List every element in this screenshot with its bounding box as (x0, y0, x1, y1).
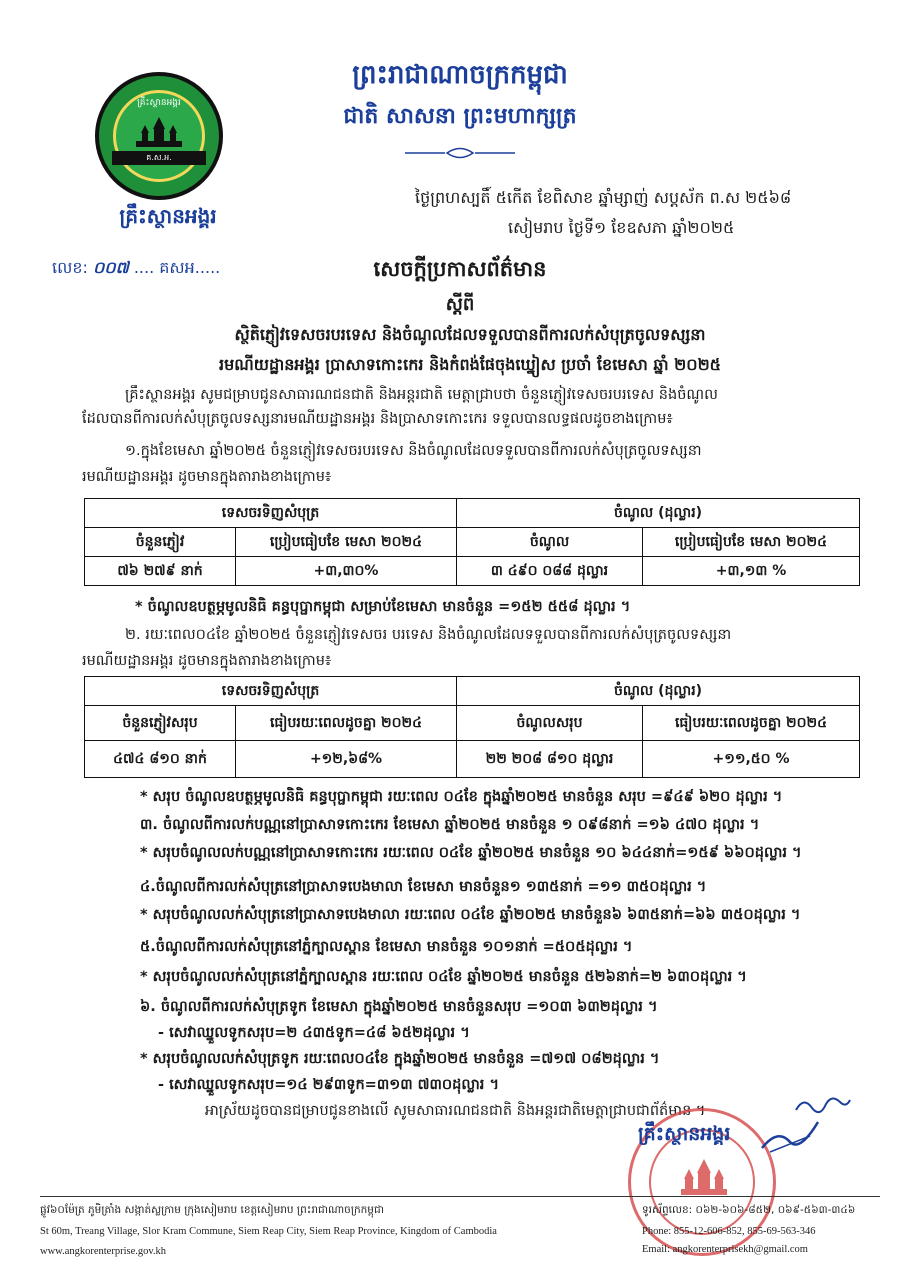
footer-phone-en: Phone: 855-12-606-852, 855-69-563-346 (642, 1226, 816, 1237)
table-group-row (85, 677, 860, 706)
logo-inner-circle (113, 90, 205, 182)
closing-statement: អាស្រ័យដូចបានជម្រាបជូនខាងលើ សូមសាធារណជនជាតិ និងអន្តរជាតិមេត្តាជ្រាបជាព័ត៌មាន ។ (205, 1103, 706, 1119)
footer-email[interactable]: Email: angkorenterprisekh@gmail.com (642, 1244, 808, 1255)
intro-line-2: ដែលបានពីការលក់សំបុត្រចូលទស្សនារមណីយដ្ឋានអង្គរ និងប្រាសាទកោះកេរ ទទួលបានលទ្ធផលដូចខាងក្រោម៖ (82, 411, 673, 427)
footer-phone-km: ទូរស័ព្ទលេខ: ០៦២-៦០៦-៨៥២, ០៦៩-៥៦៣-៣៤៦ (642, 1204, 856, 1216)
logo-seal-text: គ.ស.អ. (146, 153, 172, 162)
table-cell: ៤៧៤ ៨១០ នាក់ (85, 741, 236, 778)
note-line: - សេវាឈ្នួលទូកសរុប=២ ៤៣៥ទូក=៤៨ ៦៥២ដុល្លារ ។ (158, 1025, 470, 1041)
temple-icon (134, 115, 184, 149)
national-motto: ជាតិ សាសនា ព្រះមហាក្សត្រ (343, 104, 577, 129)
table-cell: +៣,១៣ % (643, 557, 860, 586)
logo-band (112, 151, 206, 165)
section2-line-2: រមណីយដ្ឋានអង្គរ ដូចមានក្នុងតារាងខាងក្រោម៖ (82, 653, 332, 669)
organization-logo (95, 72, 223, 200)
note-line: * សរុបចំណូលលក់បណ្ណនៅប្រាសាទកោះកេរ រយៈពេល ០៤ខែ ឆ្នាំ២០២៥ មានចំនួន ១០ ៦៤៤នាក់=១៥៩ ៦៦០ដុល្លារ ។ (140, 845, 802, 861)
table-group-row (85, 499, 860, 528)
reference-number (52, 257, 220, 281)
ornament-divider (405, 146, 515, 160)
note-line: * សរុបចំណូលលក់សំបុត្រនៅប្រាសាទបេងមាលា រយៈពេល ០៤ខែ ឆ្នាំ២០២៥ មានចំនួន៦ ៦៣៥នាក់=៦៦ ៣៥០ដុល្លារ ។ (140, 907, 801, 923)
section2-line-1: ២. រយៈពេល០៤ខែ ឆ្នាំ២០២៥ ចំនួនភ្ញៀវទេសចរ បរទេស និងចំណូលដែលទទួលបានពីការលក់សំបុត្រចូលទស្សនា (125, 627, 732, 643)
table-row (85, 741, 860, 778)
subject-line-2: រមណីយដ្ឋានអង្គរ ប្រាសាទកោះកេរ និងកំពង់ផែចុងឃ្នៀស ប្រចាំ ខែមេសា ឆ្នាំ ២០២៥ (218, 355, 721, 374)
fund-note-april: * ចំណូលឧបត្ថម្ភមូលនិធិ គន្ធបុប្ផាកម្ពុជា សម្រាប់ខែមេសា មានចំនួន =១៥២ ៥៥៨ ដុល្លារ ។ (135, 599, 631, 615)
group-header-revenue: ចំណូល (ដុល្លារ) (457, 677, 860, 706)
solar-date: សៀមរាប ថ្ងៃទី១ ខែឧសភា ឆ្នាំ២០២៥ (508, 218, 735, 237)
ref-number: ០០៧ (92, 258, 129, 277)
note-line: ៥.ចំណូលពីការលក់សំបុត្រនៅភ្នំក្បាលស្ពាន ខែមេសា មានចំនួន ១០១នាក់ =៥០៥ដុល្លារ ។ (140, 939, 633, 955)
intro-line-1: គ្រឹះស្ថានអង្គរ សូមជម្រាបជូនសាធារណជនជាតិ និងអន្តរជាតិ មេត្តាជ្រាបថា ចំនួនភ្ញៀវទេសចរបរទេស និងចំណូល (125, 387, 718, 403)
col-header: ប្រៀបធៀបខែ មេសា ២០២៤ (236, 528, 457, 557)
stamp-temple-icon (679, 1157, 729, 1197)
organization-name: គ្រឹះស្ថានអង្គរ (119, 204, 217, 228)
table-cell: ២២ ២០៨ ៨១០ ដុល្លារ (457, 741, 643, 778)
note-line: ៦. ចំណូលពីការលក់សំបុត្រទូក ខែមេសា ក្នុងឆ្នាំ២០២៥ មានចំនួនសរុប =១០៣ ៦៣២ដុល្លារ ។ (140, 999, 658, 1015)
signature-icon (760, 1118, 820, 1158)
table-row (85, 557, 860, 586)
group-header-revenue: ចំណូល (ដុល្លារ) (457, 499, 860, 528)
footer-address-km: ផ្លូវ៦០ម៉ែត្រ ភូមិត្រាំង សង្កាត់ស្លក្រាម ក្រុងសៀមរាប ខេត្តសៀមរាប ព្រះរាជាណាចក្រកម្ពុជា (40, 1204, 384, 1216)
table-header-row (85, 528, 860, 557)
handwritten-mark-icon (792, 1090, 852, 1120)
table-april-2025 (84, 498, 860, 586)
table-cell: ៧៦ ២៧៩ នាក់ (85, 557, 236, 586)
table-cell: ៣ ៤៩០ ០៨៨ ដុល្លារ (457, 557, 643, 586)
col-header: ចំនួនភ្ញៀវសរុប (85, 706, 236, 741)
col-header: ប្រៀបធៀបខែ មេសា ២០២៤ (643, 528, 860, 557)
section1-line-1: ១.ក្នុងខែមេសា ឆ្នាំ២០២៥ ចំនួនភ្ញៀវទេសចរបរទេស និងចំណូលដែលទទួលបានពីការលក់សំបុត្រចូលទស្សនា (125, 443, 702, 459)
table-four-months-2025 (84, 676, 860, 778)
note-line: ៣. ចំណូលពីការលក់បណ្ណនៅប្រាសាទកោះកេរ ខែមេសា ឆ្នាំ២០២៥ មានចំនួន ១ ០៩៨នាក់ =១៦ ៤៧០ ដុល្លារ ។ (140, 817, 760, 833)
note-line: * សរុបចំណូលលក់សំបុត្រទូក រយៈពេល០៤ខែ ក្នុងឆ្នាំ២០២៥ មានចំនួន =៧១៧ ០៨២ដុល្លារ ។ (140, 1051, 660, 1067)
lunar-date: ថ្ងៃព្រហស្បតិ៍ ៥កើត ខែពិសាខ ឆ្នាំម្សាញ់ សប្តស័ក ព.ស ២៥៦៨ (415, 188, 792, 207)
ref-suffix: .... គសអ..... (133, 258, 221, 277)
footer-website[interactable]: www.angkorenterprise.gov.kh (40, 1246, 167, 1257)
kingdom-heading: ព្រះរាជាណាចក្រកម្ពុជា (352, 60, 568, 90)
note-line: - សេវាឈ្នួលទូកសរុប=១៤ ២៩៣ទូក=៣១៣ ៧៣០ដុល្លារ ។ (158, 1077, 500, 1093)
table-cell: +១១,៥០ % (643, 741, 860, 778)
note-line: * សរុបចំណូលលក់សំបុត្រនៅភ្នំក្បាលស្ពាន រយៈពេល ០៤ខែ ឆ្នាំ២០២៥ មានចំនួន ៥២៦នាក់=២ ៦៣០ដុល្លារ ។ (140, 969, 747, 985)
footer-address-en: St 60m, Treang Village, Slor Kram Commune, Siem Reap City, Siem Reap Province, Kingdom of Cambodia (40, 1226, 497, 1237)
col-header: ធៀបរយៈពេលដូចគ្នា ២០២៤ (643, 706, 860, 741)
group-header-tourists: ទេសចរទិញសំបុត្រ (85, 499, 457, 528)
subject-prefix: ស្តីពី (445, 294, 475, 315)
document-title: សេចក្តីប្រកាសព័ត៌មាន (373, 257, 547, 281)
group-header-tourists: ទេសចរទិញសំបុត្រ (85, 677, 457, 706)
logo-top-text: គ្រឹះស្ថានអង្គរ (137, 98, 181, 108)
subject-line-1: ស្ថិតិភ្ញៀវទេសចរបរទេស និងចំណូលដែលទទួលបានពីការលក់សំបុត្រចូលទស្សនា (234, 325, 706, 344)
note-line: * សរុប ចំណូលឧបត្ថម្ភមូលនិធិ គន្ធបុប្ផាកម្ពុជា រយៈពេល ០៤ខែ ក្នុងឆ្នាំ២០២៥ មានចំនួន សរុប =៩៤៩ ៦២០ ដុល្លារ ។ (140, 789, 783, 805)
ref-label: លេខ: (52, 258, 88, 277)
note-line: ៤.ចំណូលពីការលក់សំបុត្រនៅប្រាសាទបេងមាលា ខែមេសា មានចំនួន១ ១៣៥នាក់ =១១ ៣៥០ដុល្លារ ។ (140, 879, 707, 895)
section1-line-2: រមណីយដ្ឋានអង្គរ ដូចមានក្នុងតារាងខាងក្រោម៖ (82, 469, 332, 485)
col-header: ចំណូល (457, 528, 643, 557)
table-cell: +១២,៦៨% (236, 741, 457, 778)
col-header: ចំណូលសរុប (457, 706, 643, 741)
col-header: ចំនួនភ្ញៀវ (85, 528, 236, 557)
footer-divider (40, 1196, 880, 1197)
signatory-name: គ្រឹះស្ថានអង្គរ (638, 1123, 731, 1145)
table-cell: +៣,៣០% (236, 557, 457, 586)
table-header-row (85, 706, 860, 741)
col-header: ធៀបរយៈពេលដូចគ្នា ២០២៤ (236, 706, 457, 741)
